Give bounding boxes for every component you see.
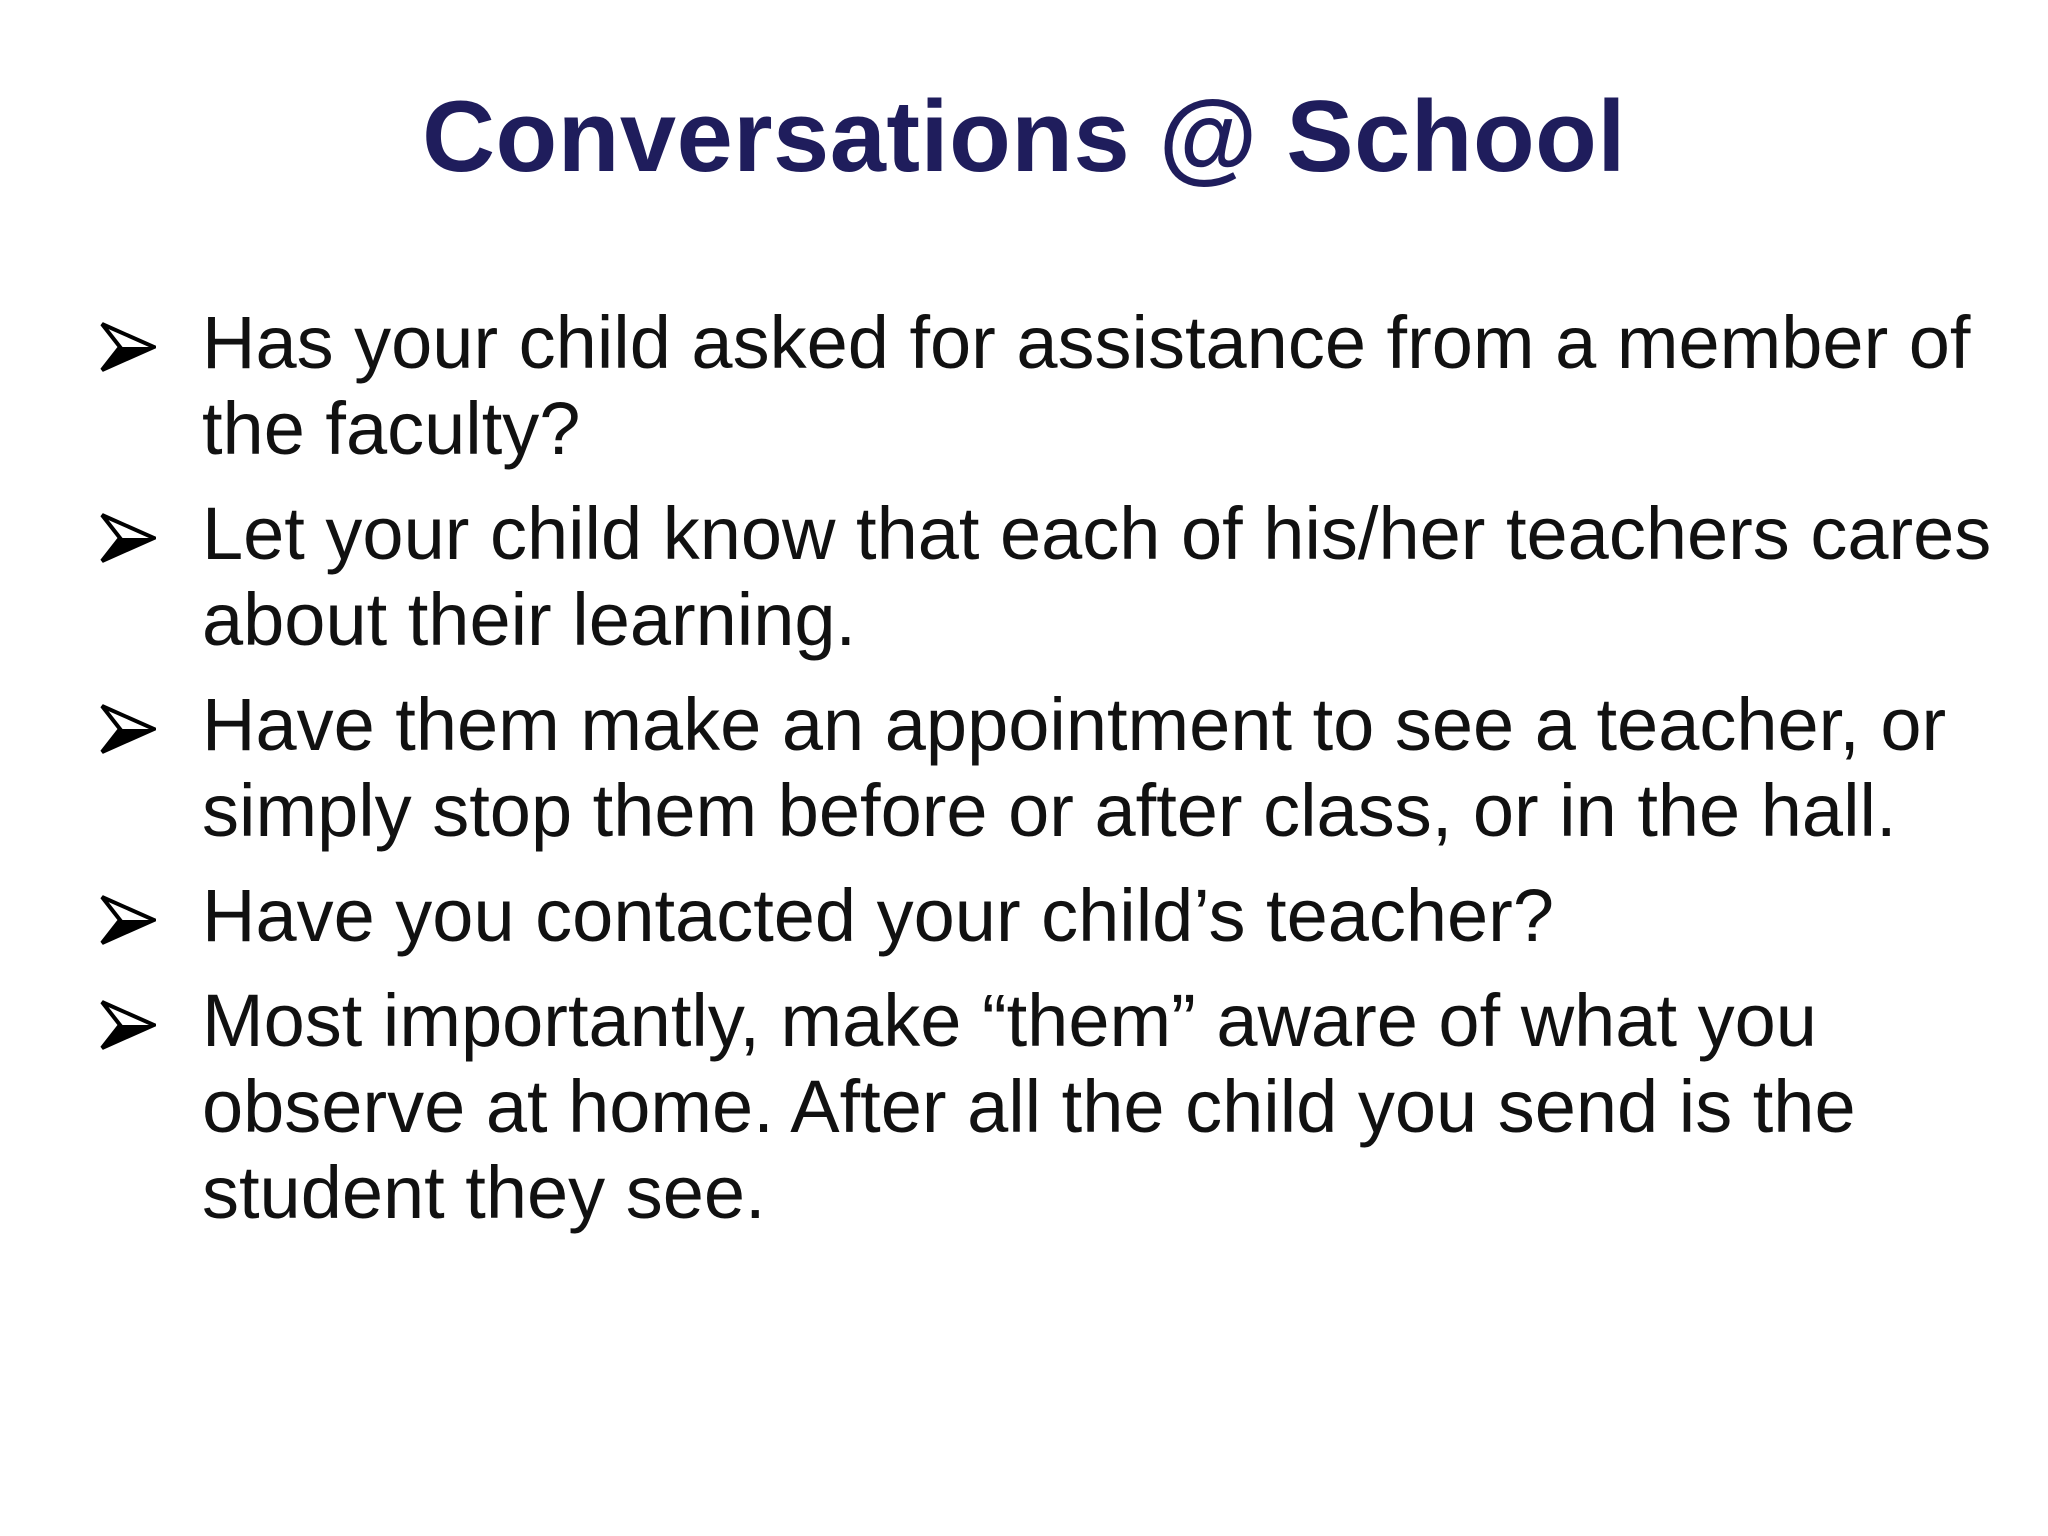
bullet-text: Most importantly, make “them” aware of what you observe at home. After all the child you send is the student they see. bbox=[202, 979, 1856, 1234]
bullet-item bbox=[100, 873, 2048, 959]
bullet-text: Let your child know that each of his/her teachers cares about their learning. bbox=[202, 492, 1992, 661]
bullet-text: Have you contacted your child’s teacher? bbox=[202, 874, 1554, 957]
arrowhead-bullet-icon bbox=[100, 322, 156, 372]
bullet-item bbox=[100, 300, 2048, 472]
bullet-text: Have them make an appointment to see a teacher, or simply stop them before or after class, or in the hall. bbox=[202, 683, 1947, 852]
arrowhead-bullet-icon bbox=[100, 895, 156, 945]
arrowhead-bullet-icon bbox=[100, 704, 156, 754]
arrowhead-bullet-icon bbox=[100, 1000, 156, 1050]
bullet-item bbox=[100, 491, 2048, 663]
bullet-item bbox=[100, 682, 2048, 854]
bullet-item bbox=[100, 978, 2048, 1236]
bullet-text: Has your child asked for assistance from a member of the faculty? bbox=[202, 301, 1971, 470]
arrowhead-bullet-icon bbox=[100, 513, 156, 563]
bullet-list bbox=[100, 300, 2048, 1255]
slide-title: Conversations @ School bbox=[422, 81, 1626, 193]
